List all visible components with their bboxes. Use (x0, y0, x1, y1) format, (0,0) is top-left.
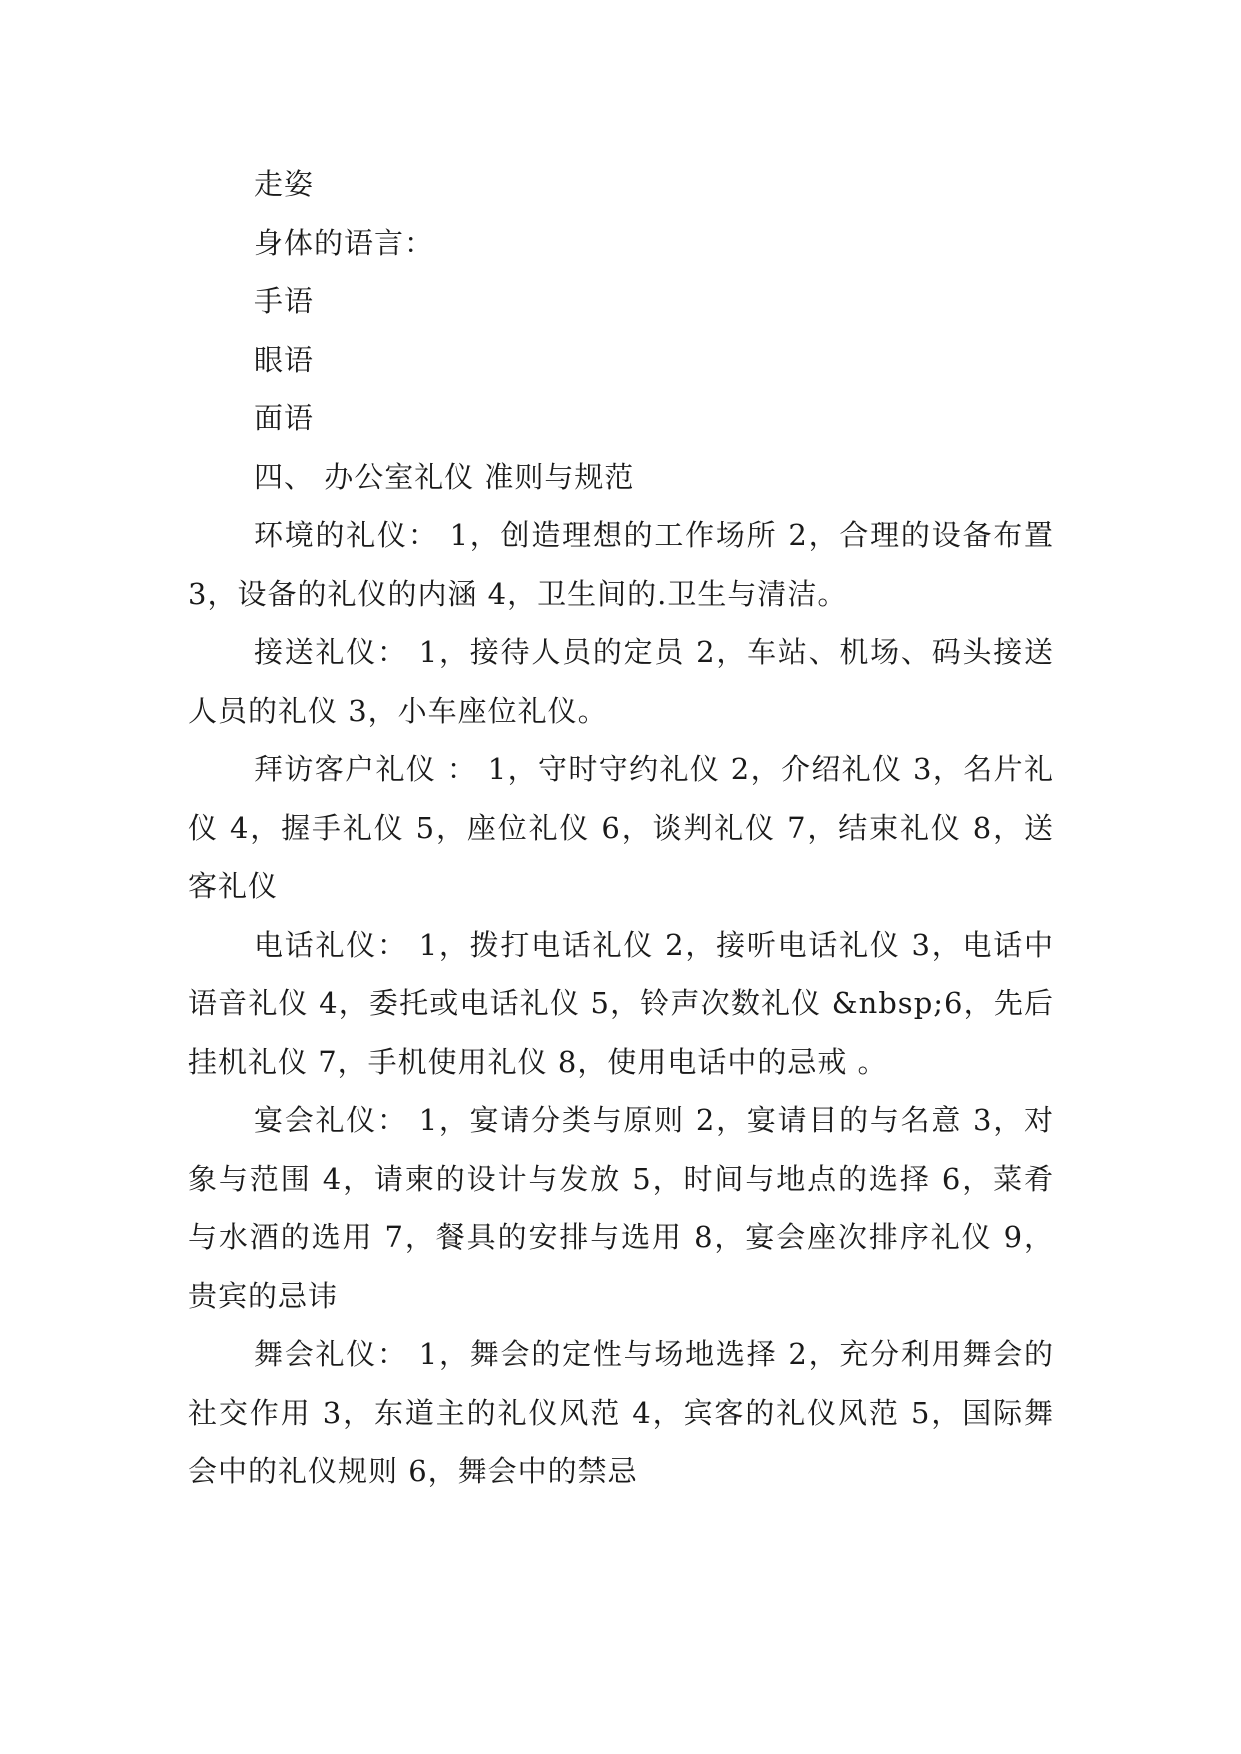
paragraph-banquet-etiquette: 宴会礼仪： 1，宴请分类与原则 2，宴请目的与名意 3，对象与范围 4，请柬的设计与发放 5，时间与地点的选择 6，菜肴与水酒的选用 7，餐具的安排与选用 8，宴会座次排序礼仪 9，贵宾的忌讳 (188, 1103, 1054, 1313)
paragraph-environment-etiquette: 环境的礼仪： 1，创造理想的工作场所 2，合理的设备布置 3，设备的礼仪的内涵 4，卫生间的.卫生与清洁。 (188, 518, 1054, 611)
text-line-body-language: 身体的语言： (254, 225, 435, 260)
text-line-face-language: 面语 (254, 401, 315, 435)
paragraph-dance-etiquette: 舞会礼仪： 1，舞会的定性与场地选择 2，充分利用舞会的社交作用 3，东道主的礼仪风范 4，宾客的礼仪风范 5，国际舞会中的礼仪规则 6，舞会中的禁忌 (188, 1337, 1054, 1488)
text-line-walking-posture: 走姿 (254, 167, 315, 201)
section-heading-office-etiquette: 四、 办公室礼仪 准则与规范 (254, 459, 635, 494)
paragraph-telephone-etiquette: 电话礼仪： 1，拨打电话礼仪 2，接听电话礼仪 3，电话中语音礼仪 4，委托或电话礼仪 5，铃声次数礼仪 &nbsp;6，先后挂机礼仪 7，手机使用礼仪 8，使用电话中的忌戒 。 (188, 927, 1054, 1079)
paragraph-client-visit-etiquette: 拜访客户礼仪 ： 1，守时守约礼仪 2，介绍礼仪 3，名片礼仪 4，握手礼仪 5，座位礼仪 6，谈判礼仪 7，结束礼仪 8，送客礼仪 (188, 752, 1054, 903)
paragraph-reception-etiquette: 接送礼仪： 1，接待人员的定员 2，车站、机场、码头接送人员的礼仪 3，小车座位礼仪。 (188, 635, 1054, 728)
document-body (188, 155, 1054, 1501)
text-line-hand-language: 手语 (254, 284, 315, 318)
text-line-eye-language: 眼语 (254, 342, 315, 377)
